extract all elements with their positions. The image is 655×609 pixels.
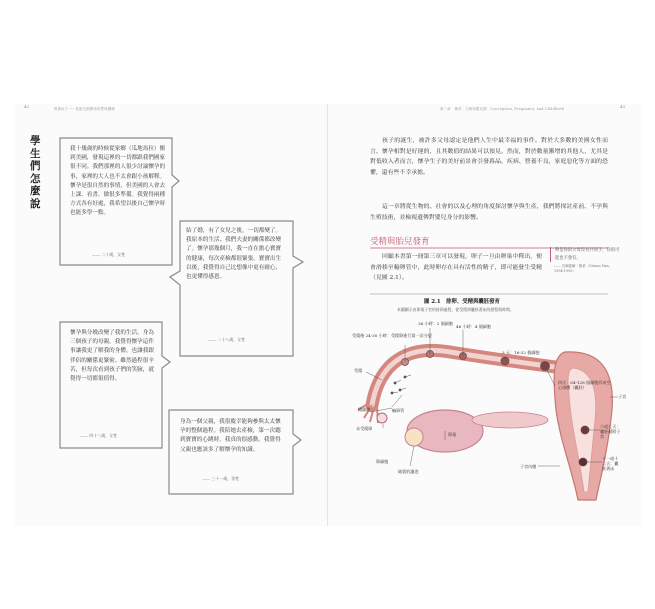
figure-caption: 本圖顯示由卵巢子宮的排卵過程，從受精到囊胚著床的歷程與時間。: [397, 307, 514, 312]
title-char: 麼: [30, 185, 41, 197]
quote-text: 懷孕與分娩改變了我的生活。身為三個孩子的母親，我覺得懷孕這件事讓我更了解我的身體，也讓我跟伴侶的關係更緊密。雖然過程很辛苦，但每次看到孩子們的笑臉，就覺得一切都很值得。: [70, 330, 154, 383]
left-running-head: 教養孩子 ── 從胎兒期開始的愛與關懷: [54, 107, 115, 111]
quote-signature: —— 二十歲，女性: [92, 252, 126, 257]
label-3-days: 3 天：16-32 個細胞: [502, 350, 540, 355]
sperm-cluster: [391, 375, 411, 394]
quote-signature: —— 二十八歲，女性: [208, 337, 246, 342]
label-endometrium: 子宮內膜: [520, 464, 537, 469]
right-page-number: 43: [620, 104, 626, 109]
ruptured-follicle: [405, 428, 423, 446]
section-title: 受精與胎兒發育: [370, 237, 430, 247]
egg-cell: [377, 413, 387, 423]
label-uterus: 子宮: [618, 394, 627, 399]
label-ovary: 卵巢: [448, 432, 457, 437]
section-paragraph: 回顧本書第一冊第三章可以發現，卵子一旦由卵巢中釋出，便會滑移至輸卵管中，此時卵存在具有活性的精子，即可能發生受精（見圖 2.1）。: [370, 254, 542, 282]
label-egg-cell: 卵細胞: [376, 459, 389, 464]
margin-quote-text: 卵是你的父母沒有共同子，你很可能也不會有。: [550, 247, 620, 262]
title-char: 怎: [30, 172, 41, 185]
quote-signature: —— 三十一歲，男性: [202, 476, 240, 481]
title-char: 們: [30, 160, 41, 172]
title-char: 生: [30, 147, 41, 160]
quote-signature: —— 四十三歲，女性: [80, 433, 118, 438]
label-ruptured-follicle: 破裂的濾泡: [398, 469, 419, 474]
margin-quote-source: —— 皮爾蓋爾・費萊（Gómez Dan，1954-1995）: [554, 264, 613, 274]
right-running-head: 第二章 懷孕、分娩與嬰兒期 Conception, Pregnancy, and Childbirth: [440, 107, 565, 111]
label-sperm: 精細胞: [358, 407, 371, 412]
quote-text: 我十幾歲的時候從家鄉（瓜地馬拉）搬到美國，發現這裡的一切都跟我們國家很不同。我們那裡的人很少討論懷孕的事，家裡的大人也不太會跟小孩解釋。懷孕是很自然的事情，但美國的人會去上課、看書、做很多準備。我覺得兩種方式各有好處，我希望以後自己懷孕時也能多學一點。: [70, 146, 166, 217]
label-48-hours: 48 小時：4 個細胞: [456, 324, 491, 329]
label-4-days: 四天：64-128 個細胞形成空心球體（囊胚）: [558, 380, 611, 391]
label-unfertilized-egg: 未受精卵: [356, 426, 373, 431]
label-fertilization: 受精: [354, 368, 363, 373]
intro-paragraph-2: 這一章將從生物的、社會的以及心理的角度探討懷孕與生產，我們將探討產前、不孕與生殖技術，並檢視遺傳對嬰兒身分的影響。: [370, 204, 608, 221]
label-24-30-hours: 受精後 24-30 小時：受精卵進行第一次分裂: [352, 333, 432, 338]
title-char: 說: [30, 197, 41, 210]
left-page-number: 42: [24, 104, 30, 109]
figure-title: 圖 2.1 排卵、受精與囊胚發育: [424, 299, 500, 305]
ovary-ligament: [472, 412, 548, 428]
implanted-blastocyst: [579, 458, 587, 466]
title-char: 學: [30, 135, 41, 147]
label-36-hours: 36 小時：2 個細胞: [418, 321, 453, 326]
label-day-11-12: 十一或十二天：囊胚著床: [602, 456, 619, 472]
label-day-6-7: 六或七天：囊胚黏附子宮: [600, 424, 621, 440]
intro-paragraph-1: 孩子的誕生，被許多父母認定是他們人生中最幸福的事件。對於大多數的美國女性而言，懷孕相對是好運的，且其數值的結果可以預見。然而，對於數量漸增的其他人，尤其是對低收入者而言，懷孕生子的美好前景會引發暮晶、疾病、營養不良，家庭惡化等方面的恐懼，還有些不幸承擔。: [370, 138, 608, 176]
attaching-blastocyst: [581, 426, 589, 434]
label-fallopian-tube: 輸卵管: [392, 408, 405, 413]
quote-text: 結了婚，有了女兒之後，一切都變了。我原本的生活、我們夫妻的關係都改變了。懷孕那幾個月，我一直在擔心寶寶的健康，每次產檢都很緊張。寶寶出生以後，我覺得自己比想像中更有耐心，也更懂得感恩。: [186, 228, 282, 281]
quote-text: 身為一個父親，我很慶幸能夠參與太太懷孕的整個過程。我陪她去產檢，第一次聽到寶寶的心跳時，我真的很感動。我覺得父親也應該多了解懷孕的知識。: [180, 419, 281, 453]
